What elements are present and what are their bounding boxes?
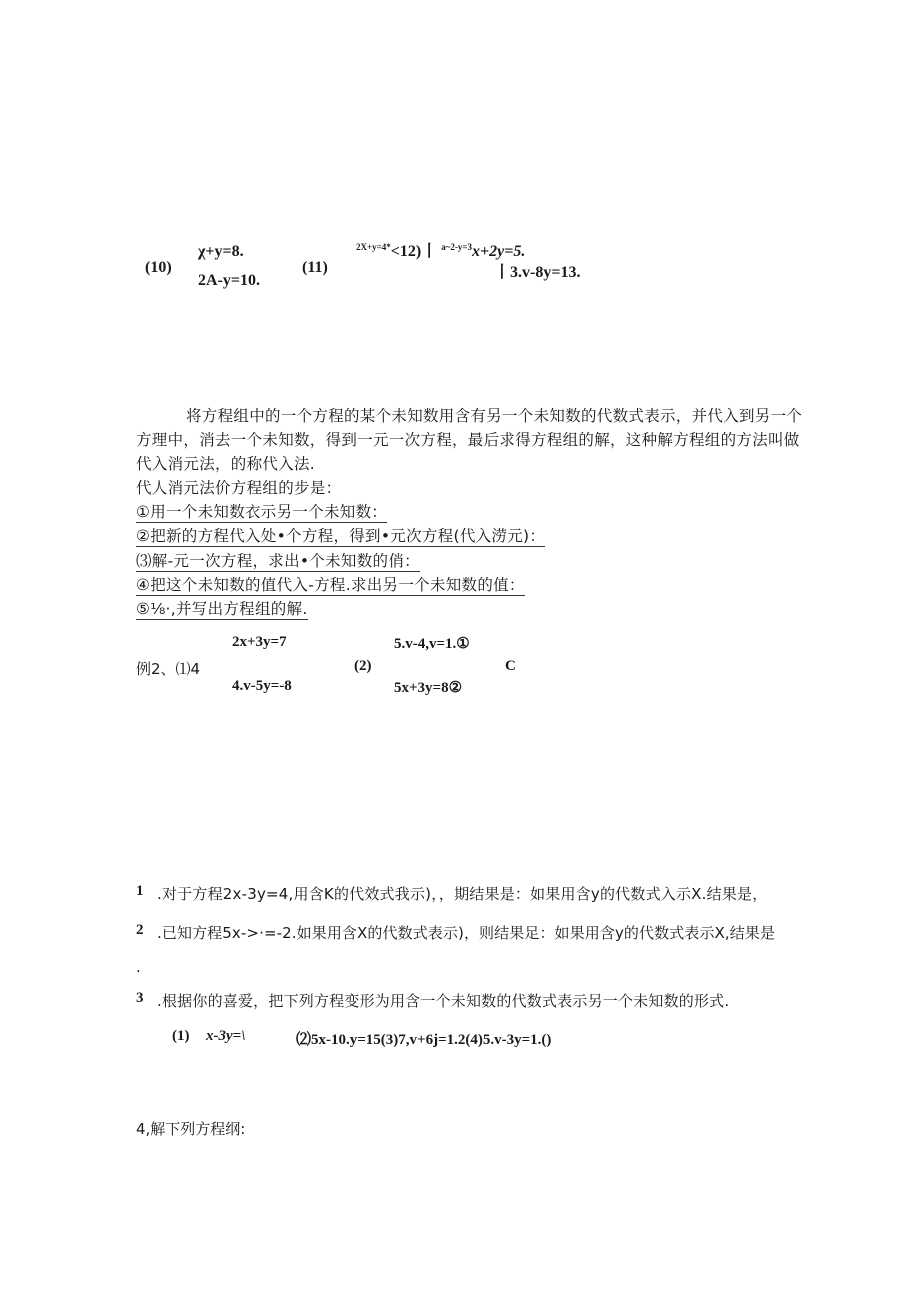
example2-sys1-line2: 4.v-5y=-8 bbox=[232, 678, 292, 694]
exercise-2-continuation: . bbox=[136, 958, 141, 976]
exercise-3-text: .根据你的喜爱，把下列方程变形为用含一个未知数的代数式表示另一个未知数的形式. bbox=[157, 992, 730, 1010]
example2-label: 例2、⑴4 bbox=[136, 660, 201, 678]
exercise-4-text: 4,解下列方程纲: bbox=[136, 1120, 246, 1138]
example2-sys2-line1: 5.v-4,v=1.① bbox=[394, 636, 470, 652]
step-3 bbox=[136, 549, 420, 573]
eq11-label: (11) bbox=[302, 259, 328, 276]
step-5 bbox=[136, 597, 308, 621]
step-5-text: ⑤⅛·,并写出方程组的解. bbox=[136, 600, 308, 618]
step-3-text: ⑶解-元一次方程，求出•个未知数的俏： bbox=[136, 552, 420, 570]
eq10-line1: χ+y=8. bbox=[198, 243, 244, 260]
eq11-small-text-2: a~2-y= bbox=[441, 242, 468, 252]
example2-label2: (2) bbox=[354, 658, 372, 674]
exercise-3-sub-rest: ⑵5x-10.y=15(3)7,v+6j=1.2(4)5.v-3y=1.() bbox=[296, 1032, 552, 1048]
example2-mark: C bbox=[505, 658, 516, 674]
exercise-3-number: 3 bbox=[136, 990, 144, 1006]
eq10-line2: 2A-y=10. bbox=[198, 272, 260, 289]
step-2 bbox=[136, 524, 545, 548]
exercise-2-text: .已知方程5x->·=-2.如果用含X的代数式表示)，则结果足：如果用含y的代数式表示X,结果是 bbox=[157, 924, 776, 942]
exercise-1-number: 1 bbox=[136, 883, 144, 899]
eq10-label: (10) bbox=[145, 259, 172, 276]
exercise-2-number: 2 bbox=[136, 922, 144, 938]
intro-line-1: 将方程组中的一个方程的某个未知数用含有另一个未知数的代数式表示，并代入到另一个 bbox=[186, 407, 803, 425]
steps-heading: 代人消元法价方程组的步是： bbox=[136, 479, 342, 497]
intro-line-2: 方理中，消去一个未知数，得到一元一次方程，最后求得方程组的解，这种解方程组的方法叫做 bbox=[136, 431, 800, 449]
eq11-line1 bbox=[356, 238, 525, 261]
step-1 bbox=[136, 500, 387, 524]
intro-line-3: 代入消元法，的称代入法. bbox=[136, 455, 316, 473]
step-4 bbox=[136, 573, 525, 597]
example2-sys2-line2: 5x+3y=8② bbox=[394, 680, 463, 696]
eq11-small-text: 2X+y=4* bbox=[356, 242, 391, 252]
eq11-small-text-3: 3 bbox=[467, 242, 473, 252]
step-4-text: ④把这个未知数的值代入-方程.求出另一个未知数的值： bbox=[136, 576, 525, 594]
exercise-3-sub-label: (1) bbox=[172, 1028, 190, 1044]
eq11-line2: 丨3.v-8y=13. bbox=[494, 264, 581, 281]
exercise-3-sub-eq1: x-3y=\ bbox=[206, 1028, 246, 1044]
step-2-text: ②把新的方程代入处•个方程，得到•元次方程(代入涝元)： bbox=[136, 527, 546, 545]
exercise-1-text: .对于方程2x-3y=4,用含K的代效式我示)，，期结果是：如果用含y的代数式入示X.结果是， bbox=[157, 885, 768, 903]
step-1-text: ①用一个未知数衣示另一个未知数： bbox=[136, 503, 388, 521]
eq11-mid-text: <12)丨 bbox=[390, 243, 438, 260]
example2-sys1-line1: 2x+3y=7 bbox=[232, 634, 287, 650]
eq11-end-text: x+2y=5. bbox=[472, 243, 526, 260]
